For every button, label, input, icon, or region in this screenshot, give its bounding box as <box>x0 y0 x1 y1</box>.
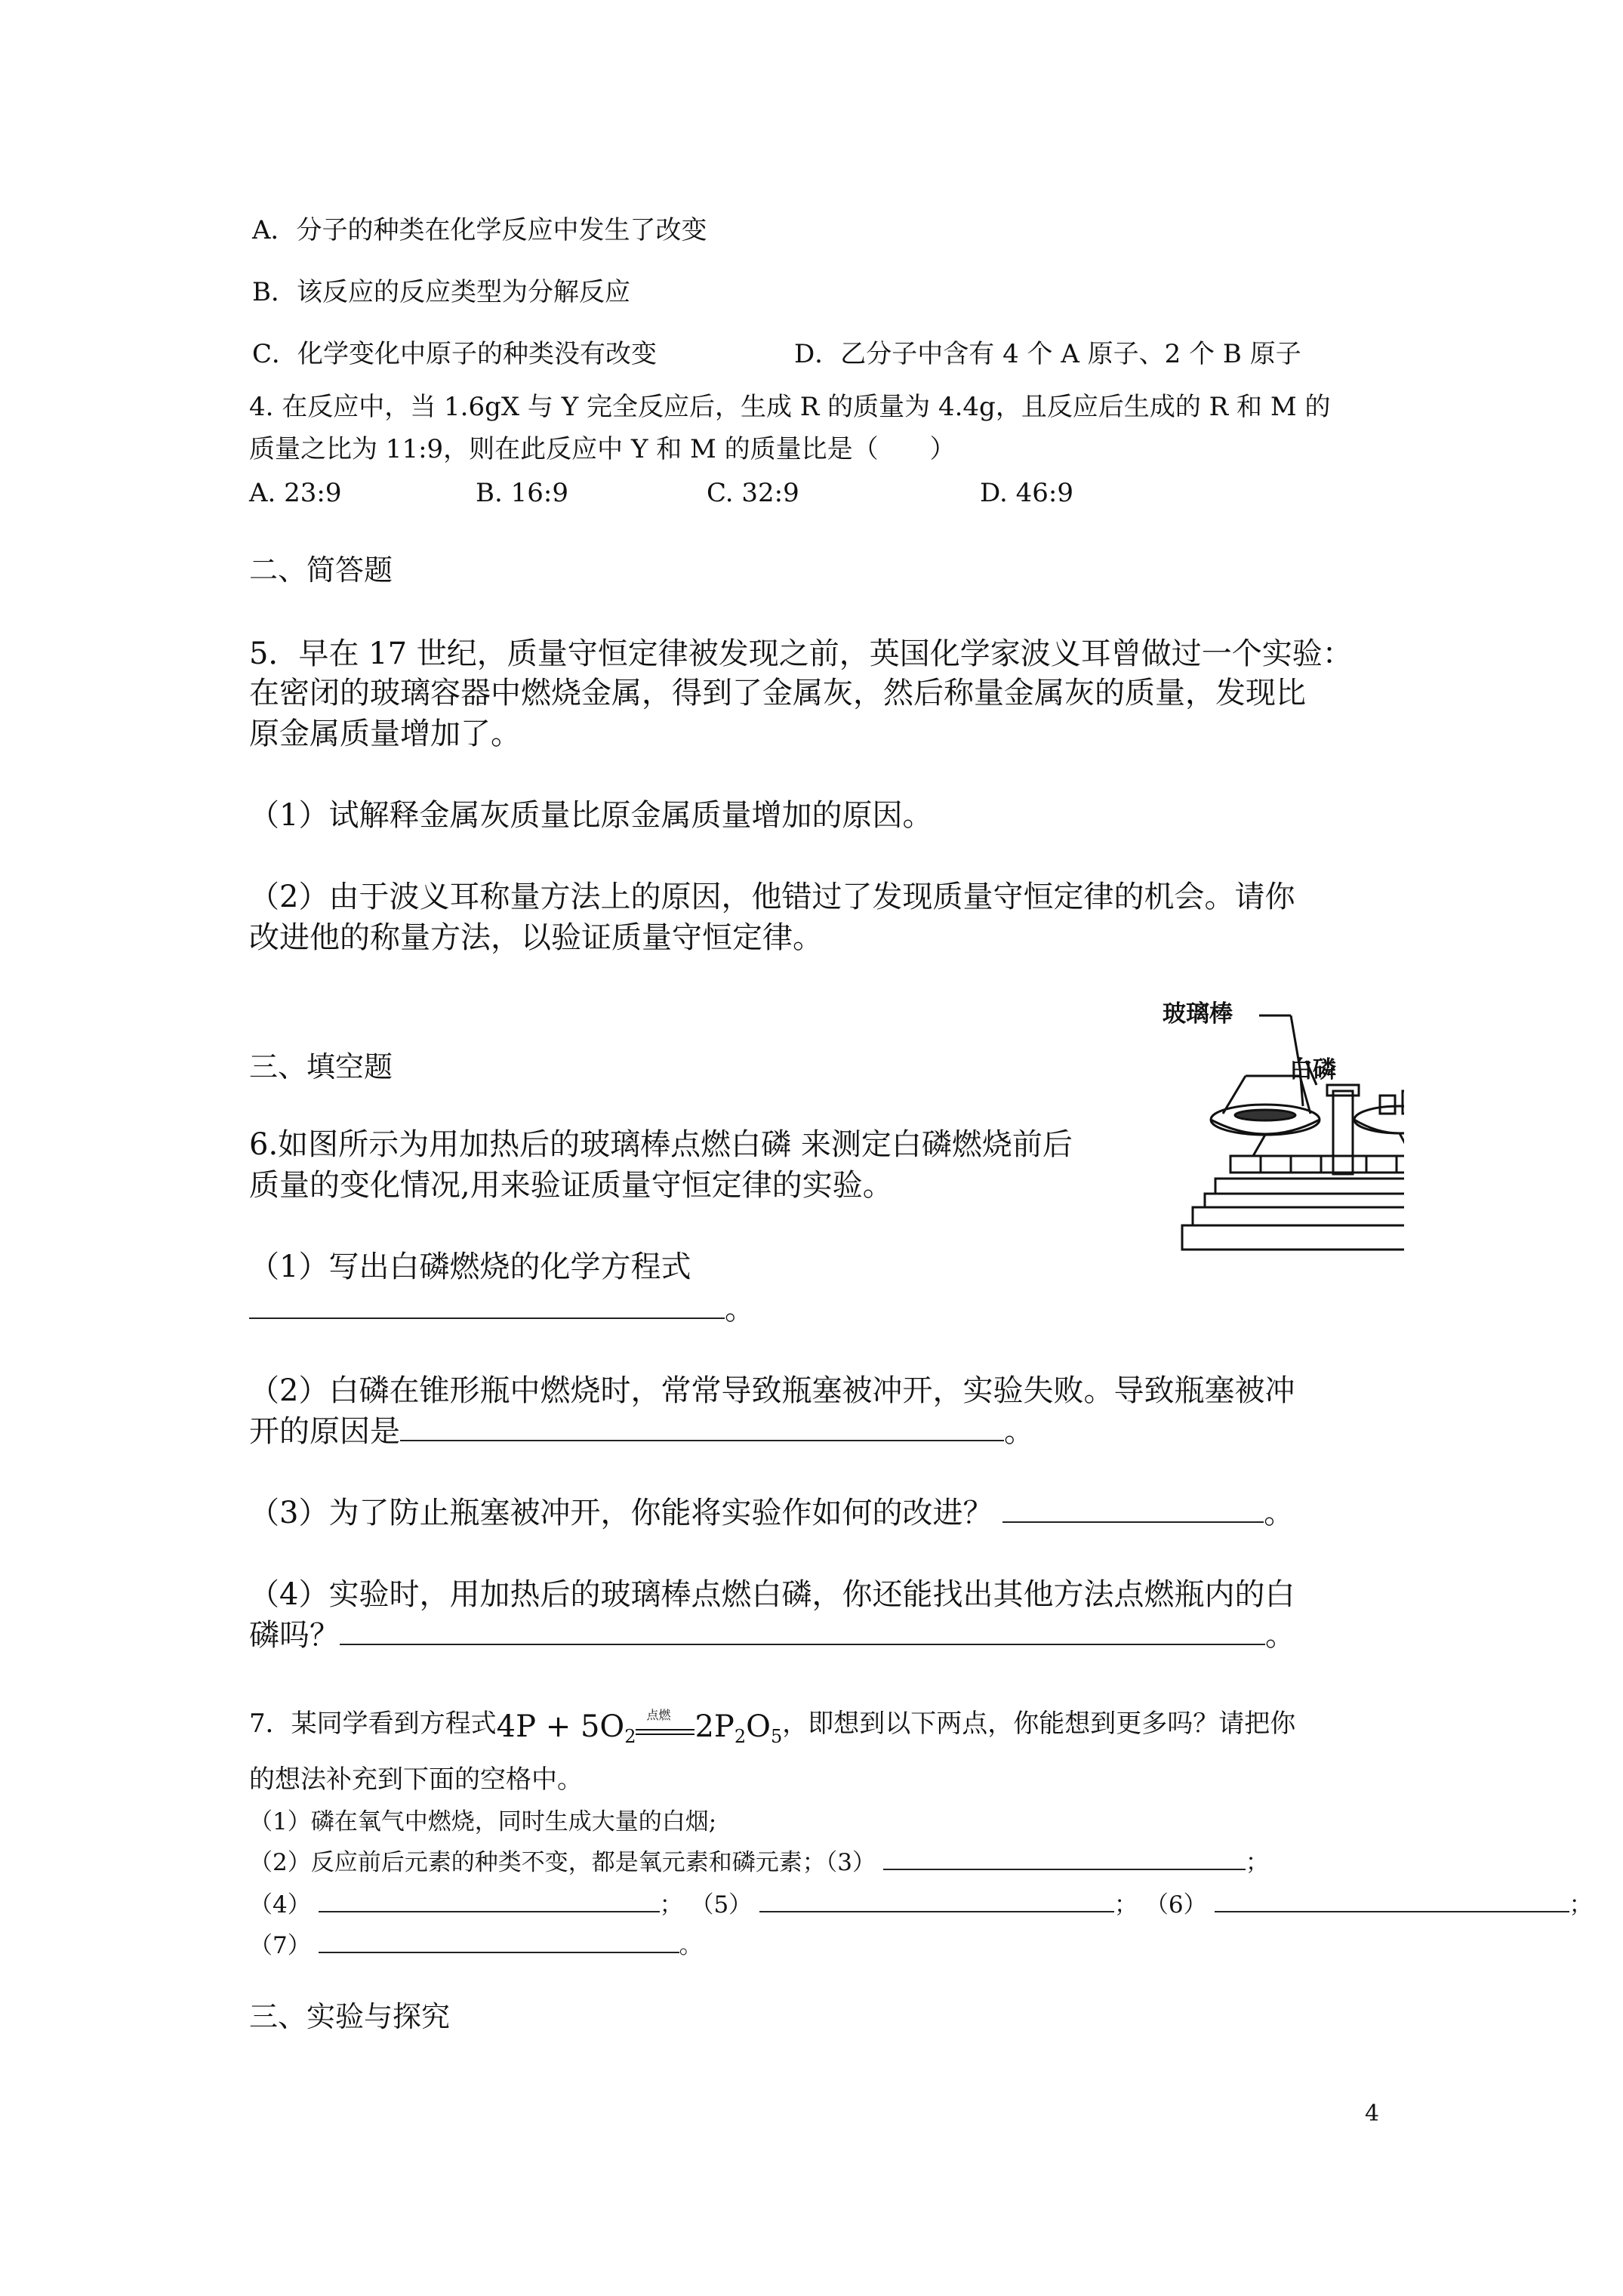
answer-blank[interactable] <box>340 1641 1265 1645</box>
equation-right-o: O <box>746 1709 771 1744</box>
q5-line1: 5．早在 17 世纪，质量守恒定律被发现之前，英国化学家波义耳曾做过一个实验： <box>249 636 1353 671</box>
q4-option-d: D. 46:9 <box>980 478 1074 508</box>
q7-item7-label: （7） <box>249 1932 311 1959</box>
q4-option-b: B. 16:9 <box>476 478 568 508</box>
equation-line-bottom <box>636 1734 694 1735</box>
q6-sub1-answer <box>249 1292 755 1327</box>
answer-blank[interactable] <box>249 1314 725 1319</box>
equation-right: 2P <box>694 1709 735 1744</box>
period: 。 <box>1264 1496 1295 1530</box>
q6-sub3 <box>249 1498 1294 1528</box>
q6-sub4-line2 <box>249 1618 1295 1653</box>
equation-line-top <box>636 1729 694 1730</box>
q7-item2-3 <box>249 1851 1269 1875</box>
semicolon: ； <box>659 1891 683 1918</box>
q6-sub1: （1）写出白磷燃烧的化学方程式 <box>249 1250 691 1284</box>
section-title-fill-in: 三、填空题 <box>249 1050 393 1083</box>
answer-blank[interactable] <box>319 1908 660 1912</box>
q5-sub2-line2: 改进他的称量方法，以验证质量守恒定律。 <box>249 920 823 955</box>
q7-items-4-6 <box>249 1891 1593 1918</box>
period: 。 <box>1004 1414 1034 1449</box>
q5-sub1: （1）试解释金属灰质量比原金属质量增加的原因。 <box>249 798 933 833</box>
answer-blank[interactable] <box>759 1908 1114 1912</box>
equation-left: 4P + 5O <box>496 1709 625 1744</box>
q7-item6-label: （6） <box>1144 1891 1207 1918</box>
q5-line3: 原金属质量增加了。 <box>249 717 521 751</box>
q4-option-c: C. 32:9 <box>707 478 799 508</box>
q6-sub2-line1: （2）白磷在锥形瓶中燃烧时，常常导致瓶塞被冲开，实验失败。导致瓶塞被冲 <box>249 1373 1295 1408</box>
q6-sub4-line1: （4）实验时，用加热后的玻璃棒点燃白磷，你还能找出其他方法点燃瓶内的白 <box>249 1577 1295 1612</box>
page-number: 4 <box>1365 2100 1380 2127</box>
q4-line1: 4. 在反应中，当 1.6gX 与 Y 完全反应后，生成 R 的质量为 4.4g，且反应后生成的 R 和 M 的 <box>249 392 1331 422</box>
q6-sub2-text: 开的原因是 <box>249 1414 400 1449</box>
q6-line2: 质量的变化情况,用来验证质量守恒定律的实验。 <box>249 1168 893 1203</box>
figure-label-glass-rod: 玻璃棒 <box>1163 1000 1233 1028</box>
equation-right-sub2: 5 <box>770 1725 783 1747</box>
q7-item2-text: （2）反应前后元素的种类不变，都是氧元素和磷元素；（3） <box>249 1849 876 1876</box>
equation-right-sub1: 2 <box>734 1725 747 1747</box>
answer-blank[interactable] <box>319 1949 679 1953</box>
equation-condition: 点燃 <box>646 1708 671 1722</box>
answer-blank[interactable] <box>1215 1908 1569 1912</box>
section-title-short-answer: 二、简答题 <box>249 553 393 587</box>
q7-lead: 7．某同学看到方程式 <box>249 1709 497 1739</box>
q4-option-a: A. 23:9 <box>249 478 342 508</box>
q3-option-d: D．乙分子中含有 4 个 A 原子、2 个 B 原子 <box>794 339 1301 369</box>
q3-option-c: C．化学变化中原子的种类没有改变 <box>252 339 658 369</box>
answer-blank[interactable] <box>1002 1518 1264 1523</box>
q3-option-b: B．该反应的反应类型为分解反应 <box>252 277 630 307</box>
q6-sub4-text: 磷吗？ <box>249 1618 340 1653</box>
q7-item7 <box>249 1934 703 1958</box>
figure-label-white-phosphorus: 白磷 <box>1289 1056 1336 1083</box>
equation-arrow <box>636 1708 694 1741</box>
q7-tail: ，即想到以下两点，你能想到更多吗？请把你 <box>782 1709 1296 1739</box>
q7-item5-label: （5） <box>690 1891 753 1918</box>
q7-line2: 的想法补充到下面的空格中。 <box>249 1764 583 1795</box>
answer-blank[interactable] <box>883 1866 1246 1870</box>
q7-item1: （1）磷在氧气中燃烧，同时生成大量的白烟; <box>249 1808 717 1835</box>
q4-line2: 质量之比为 11:9，则在此反应中 Y 和 M 的质量比是（ ） <box>249 434 956 464</box>
q7-item4-label: （4） <box>249 1891 311 1918</box>
semicolon: ； <box>1569 1891 1593 1918</box>
q6-sub2-line2 <box>249 1416 1034 1447</box>
semicolon: ； <box>1245 1849 1269 1876</box>
q7-line1 <box>249 1708 1296 1747</box>
period: 。 <box>725 1292 755 1327</box>
q3-option-a: A．分子的种类在化学反应中发生了改变 <box>252 215 707 245</box>
period: 。 <box>1265 1618 1295 1653</box>
equation-left-sub: 2 <box>624 1725 636 1747</box>
section-title-experiment: 三、实验与探究 <box>249 2000 451 2033</box>
chemical-equation <box>496 1708 783 1747</box>
answer-blank[interactable] <box>400 1437 1004 1441</box>
q5-sub2-line1: （2）由于波义耳称量方法上的原因，他错过了发现质量守恒定律的机会。请你 <box>249 880 1295 914</box>
q6-sub3-text: （3）为了防止瓶塞被冲开，你能将实验作如何的改进？ <box>249 1496 993 1530</box>
semicolon: ； <box>1114 1891 1138 1918</box>
period: 。 <box>679 1932 703 1959</box>
balance-scale-figure <box>1163 1000 1404 1275</box>
q5-line2: 在密闭的玻璃容器中燃烧金属，得到了金属灰，然后称量金属灰的质量，发现比 <box>249 676 1306 710</box>
q6-line1: 6.如图所示为用加热后的玻璃棒点燃白磷 来测定白磷燃烧前后 <box>249 1127 1073 1162</box>
